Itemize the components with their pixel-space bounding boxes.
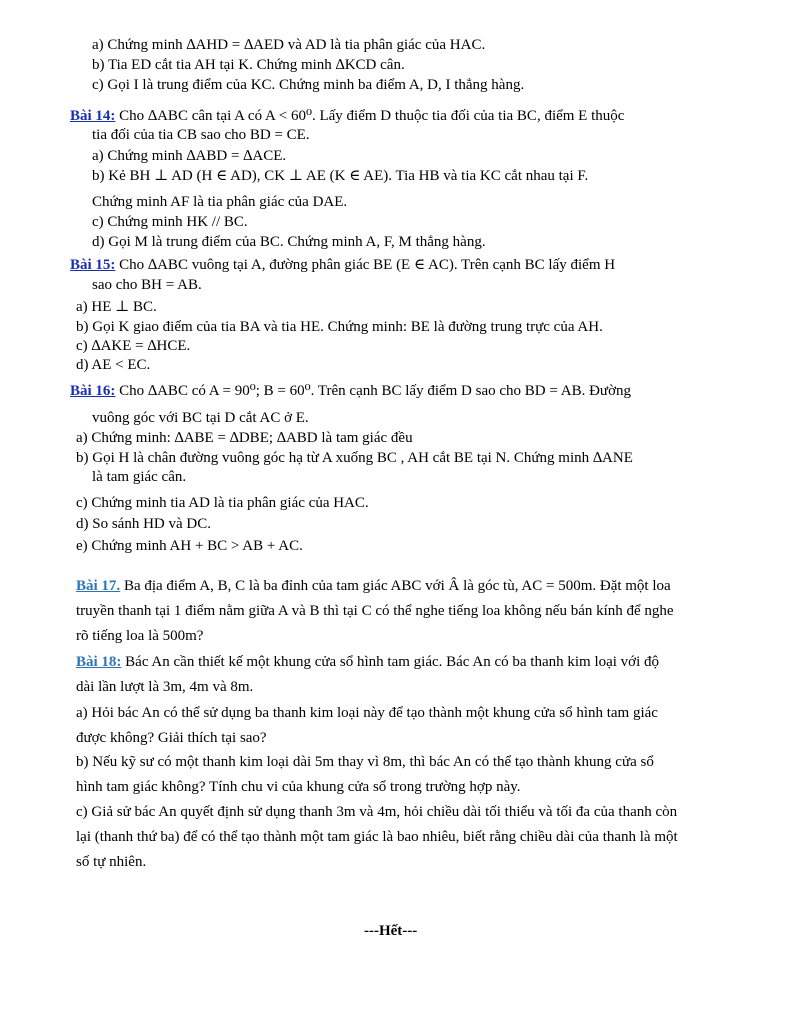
line-21: là tam giác cân. xyxy=(92,469,187,485)
exercise-18-label: Bài 18: xyxy=(76,654,122,670)
line-5: tia đối của tia CB sao cho BD = CE. xyxy=(92,127,310,143)
end-marker: ---Hết--- xyxy=(364,923,418,939)
line-9: c) Chứng minh HK // BC. xyxy=(92,214,248,230)
line-13: a) HE ⊥ BC. xyxy=(76,299,157,315)
line-14: b) Gọi K giao điểm của tia BA và tia HE. Chứng minh: BE là đường trung trực của AH. xyxy=(76,319,603,335)
exercise-18-heading: Bài 18: Bác An cần thiết kế một khung cửa sổ hình tam giác. Bác An có ba thanh kim loại với độ xyxy=(76,654,660,670)
para-line-7: được không? Giải thích tại sao? xyxy=(76,730,267,746)
line-3: c) Gọi I là trung điểm của KC. Chứng minh ba điểm A, D, I thẳng hàng. xyxy=(92,77,525,93)
line-23: d) So sánh HD và DC. xyxy=(76,516,211,532)
line-15: c) ∆AKE = ∆HCE. xyxy=(76,338,191,354)
line-20: b) Gọi H là chân đường vuông góc hạ từ A xuống BC , AH cắt BE tại N. Chứng minh ∆ANE xyxy=(76,450,633,466)
para-line-10: c) Giả sử bác An quyết định sử dụng thanh 3m và 4m, hỏi chiều dài tối thiểu và tối đa của thanh còn xyxy=(76,804,678,820)
line-2: b) Tia ED cắt tia AH tại K. Chứng minh ∆KCD cân. xyxy=(92,57,405,73)
line-24: e) Chứng minh AH + BC > AB + AC. xyxy=(76,538,303,554)
exercise-17-label: Bài 17. xyxy=(76,578,121,594)
para-line-5: dài lần lượt là 3m, 4m và 8m. xyxy=(76,679,254,695)
exercise-17-heading: Bài 17. Ba địa điểm A, B, C là ba đỉnh của tam giác ABC với Â là góc tù, AC = 500m. Đặt một loa xyxy=(76,578,671,594)
line-12: sao cho BH = AB. xyxy=(92,277,202,293)
line-8: Chứng minh AF là tia phân giác của DAE. xyxy=(92,194,348,210)
line-18: vuông góc với BC tại D cắt AC ở E. xyxy=(92,410,309,426)
line-22: c) Chứng minh tia AD là tia phân giác của HAC. xyxy=(76,495,369,511)
line-6: a) Chứng minh ∆ABD = ∆ACE. xyxy=(92,148,287,164)
exercise-15-heading: Bài 15: Cho ∆ABC vuông tại A, đường phân giác BE (E ∈ AC). Trên cạnh BC lấy điểm H xyxy=(70,257,616,273)
para-line-6: a) Hỏi bác An có thể sử dụng ba thanh kim loại này để tạo thành một khung cửa sổ hình tam giác xyxy=(76,705,658,721)
para-line-11: lại (thanh thứ ba) để có thể tạo thành một tam giác là bao nhiêu, biết rằng chiều dài của thanh là một xyxy=(76,829,678,845)
para-line-3: rõ tiếng loa là 500m? xyxy=(76,628,204,644)
line-1: a) Chứng minh ∆AHD = ∆AED và AD là tia phân giác của HAC. xyxy=(92,37,486,53)
exercise-15-label: Bài 15: xyxy=(70,257,116,273)
line-10: d) Gọi M là trung điểm của BC. Chứng minh A, F, M thẳng hàng. xyxy=(92,234,486,250)
line-19: a) Chứng minh: ∆ABE = ∆DBE; ∆ABD là tam giác đều xyxy=(76,430,413,446)
line-16: d) AE < EC. xyxy=(76,357,151,373)
line-7: b) Kẻ BH ⊥ AD (H ∈ AD), CK ⊥ AE (K ∈ AE). Tia HB và tia KC cắt nhau tại F. xyxy=(92,168,589,184)
exercise-16-heading: Bài 16: Cho ∆ABC có A = 90⁰; B = 60⁰. Trên cạnh BC lấy điểm D sao cho BD = AB. Đường xyxy=(70,383,631,399)
exercise-14-heading: Bài 14: Cho ∆ABC cân tại A có A < 60⁰. Lấy điểm D thuộc tia đối của tia BC, điểm E thuộc xyxy=(70,108,625,124)
para-line-9: hình tam giác không? Tính chu vi của khung cửa sổ trong trường hợp này. xyxy=(76,779,521,795)
para-line-8: b) Nếu kỹ sư có một thanh kim loại dài 5m thay vì 8m, thì bác An có thể tạo thành khung cửa sổ xyxy=(76,754,654,770)
exercise-14-label: Bài 14: xyxy=(70,108,116,124)
para-line-12: số tự nhiên. xyxy=(76,854,147,870)
exercise-16-label: Bài 16: xyxy=(70,383,116,399)
para-line-2: truyền thanh tại 1 điểm nằm giữa A và B thì tại C có thể nghe tiếng loa không nếu bán kính để nghe xyxy=(76,603,674,619)
